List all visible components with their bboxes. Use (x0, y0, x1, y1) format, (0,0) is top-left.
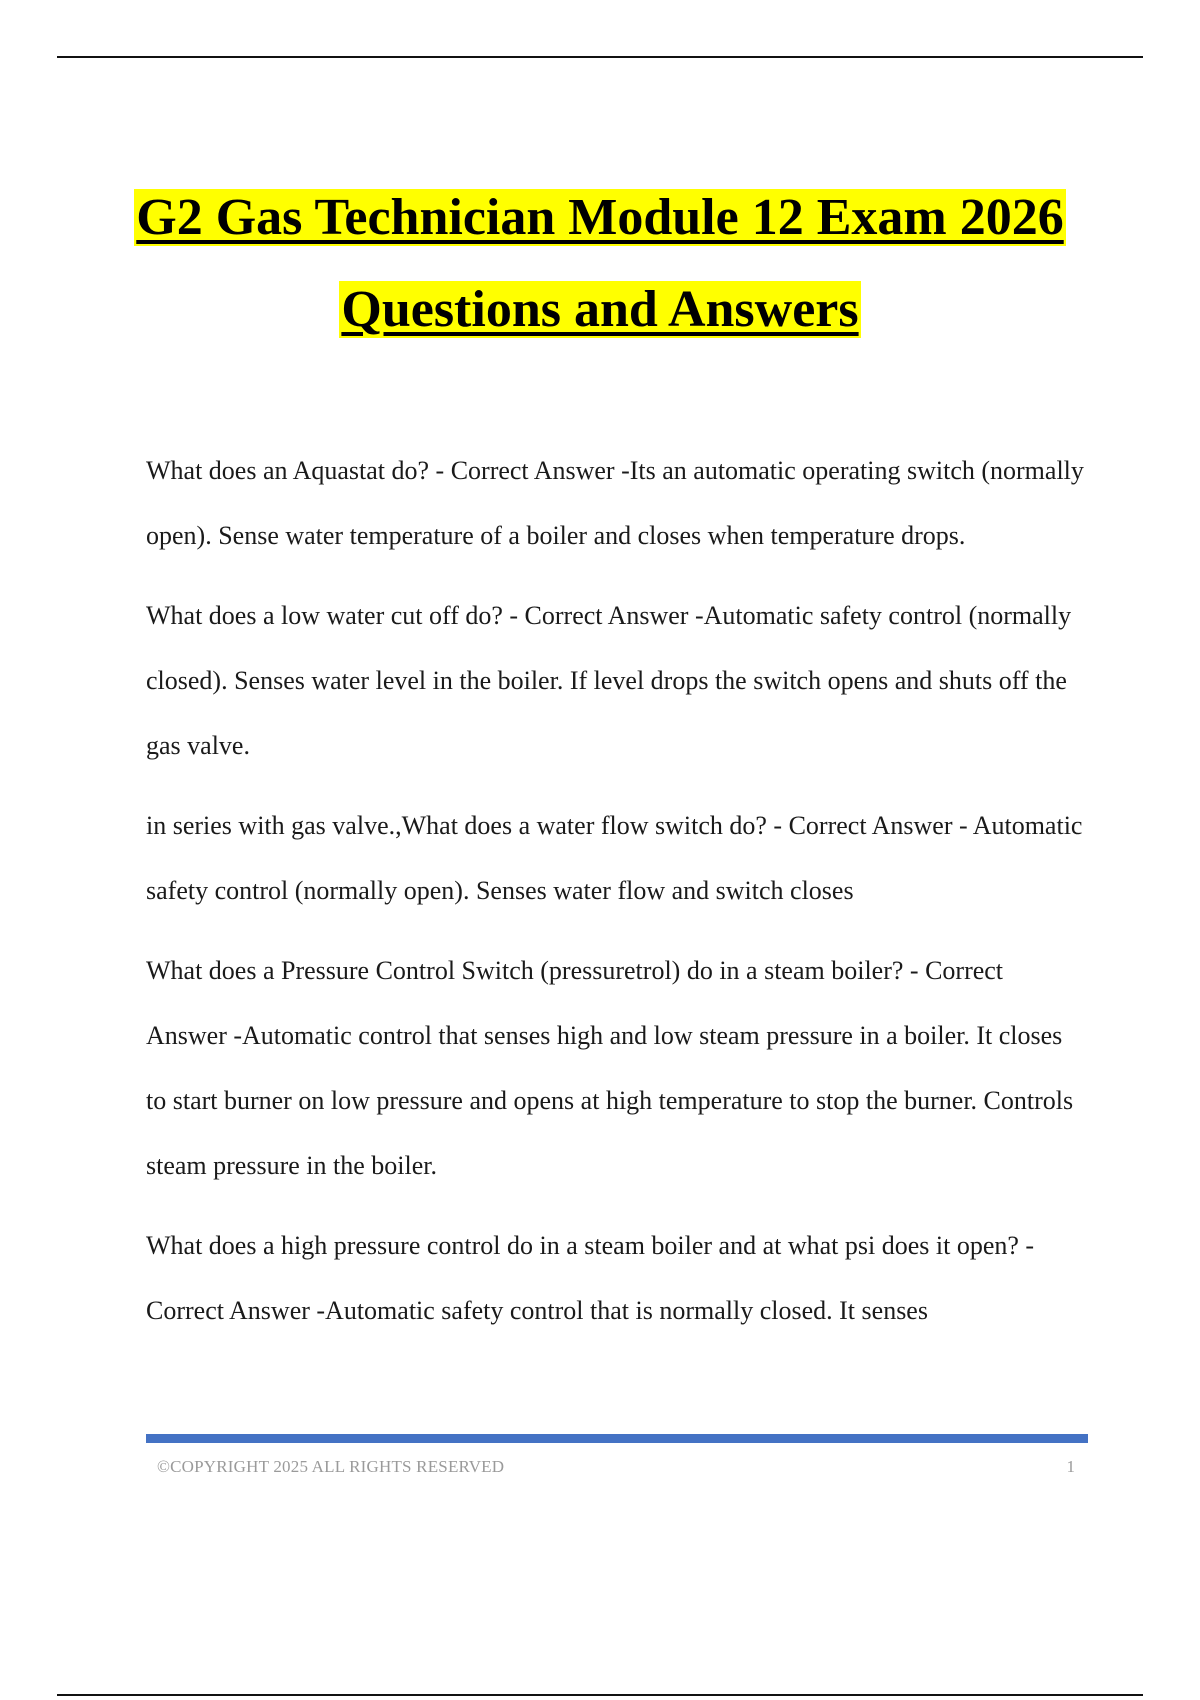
qa-entry-aquastat: What does an Aquastat do? - Correct Answer -Its an automatic operating switch (normally open). Sense water temperature of a boiler and closes when temperature drops. (146, 456, 1084, 550)
qa-entry-pressuretrol: What does a Pressure Control Switch (pressuretrol) do in a steam boiler? - Correct Answer -Automatic control that senses high and low steam pressure in a boiler. It closes to start burner on low pressure and opens at high temperature to stop the burner. Controls steam pressure in the boiler. (146, 956, 1074, 1180)
top-rule (57, 56, 1143, 58)
footer-bar (146, 1434, 1088, 1443)
qa-entry-high-pressure-control: What does a high pressure control do in a steam boiler and at what psi does it open? - Correct Answer -Automatic safety control that is normally closed. It senses (146, 1231, 1035, 1325)
qa-entry-low-water-cutoff: What does a low water cut off do? - Correct Answer -Automatic safety control (normally closed). Senses water level in the boiler. If level drops the switch opens and shuts off the gas valve. (146, 601, 1072, 760)
qa-entry-water-flow-switch: in series with gas valve.,What does a water flow switch do? - Correct Answer - Automatic safety control (normally open). Senses water flow and switch closes (146, 811, 1083, 905)
title-line-2: Questions and Answers (341, 281, 859, 338)
qa-content (146, 438, 1086, 1358)
footer-copyright: ©COPYRIGHT 2025 ALL RIGHTS RESERVED (157, 1457, 505, 1476)
document-title (100, 172, 1100, 356)
page-number: 1 (1066, 1457, 1075, 1476)
title-line-1: G2 Gas Technician Module 12 Exam 2026 (136, 189, 1064, 246)
bottom-rule (57, 1694, 1143, 1696)
